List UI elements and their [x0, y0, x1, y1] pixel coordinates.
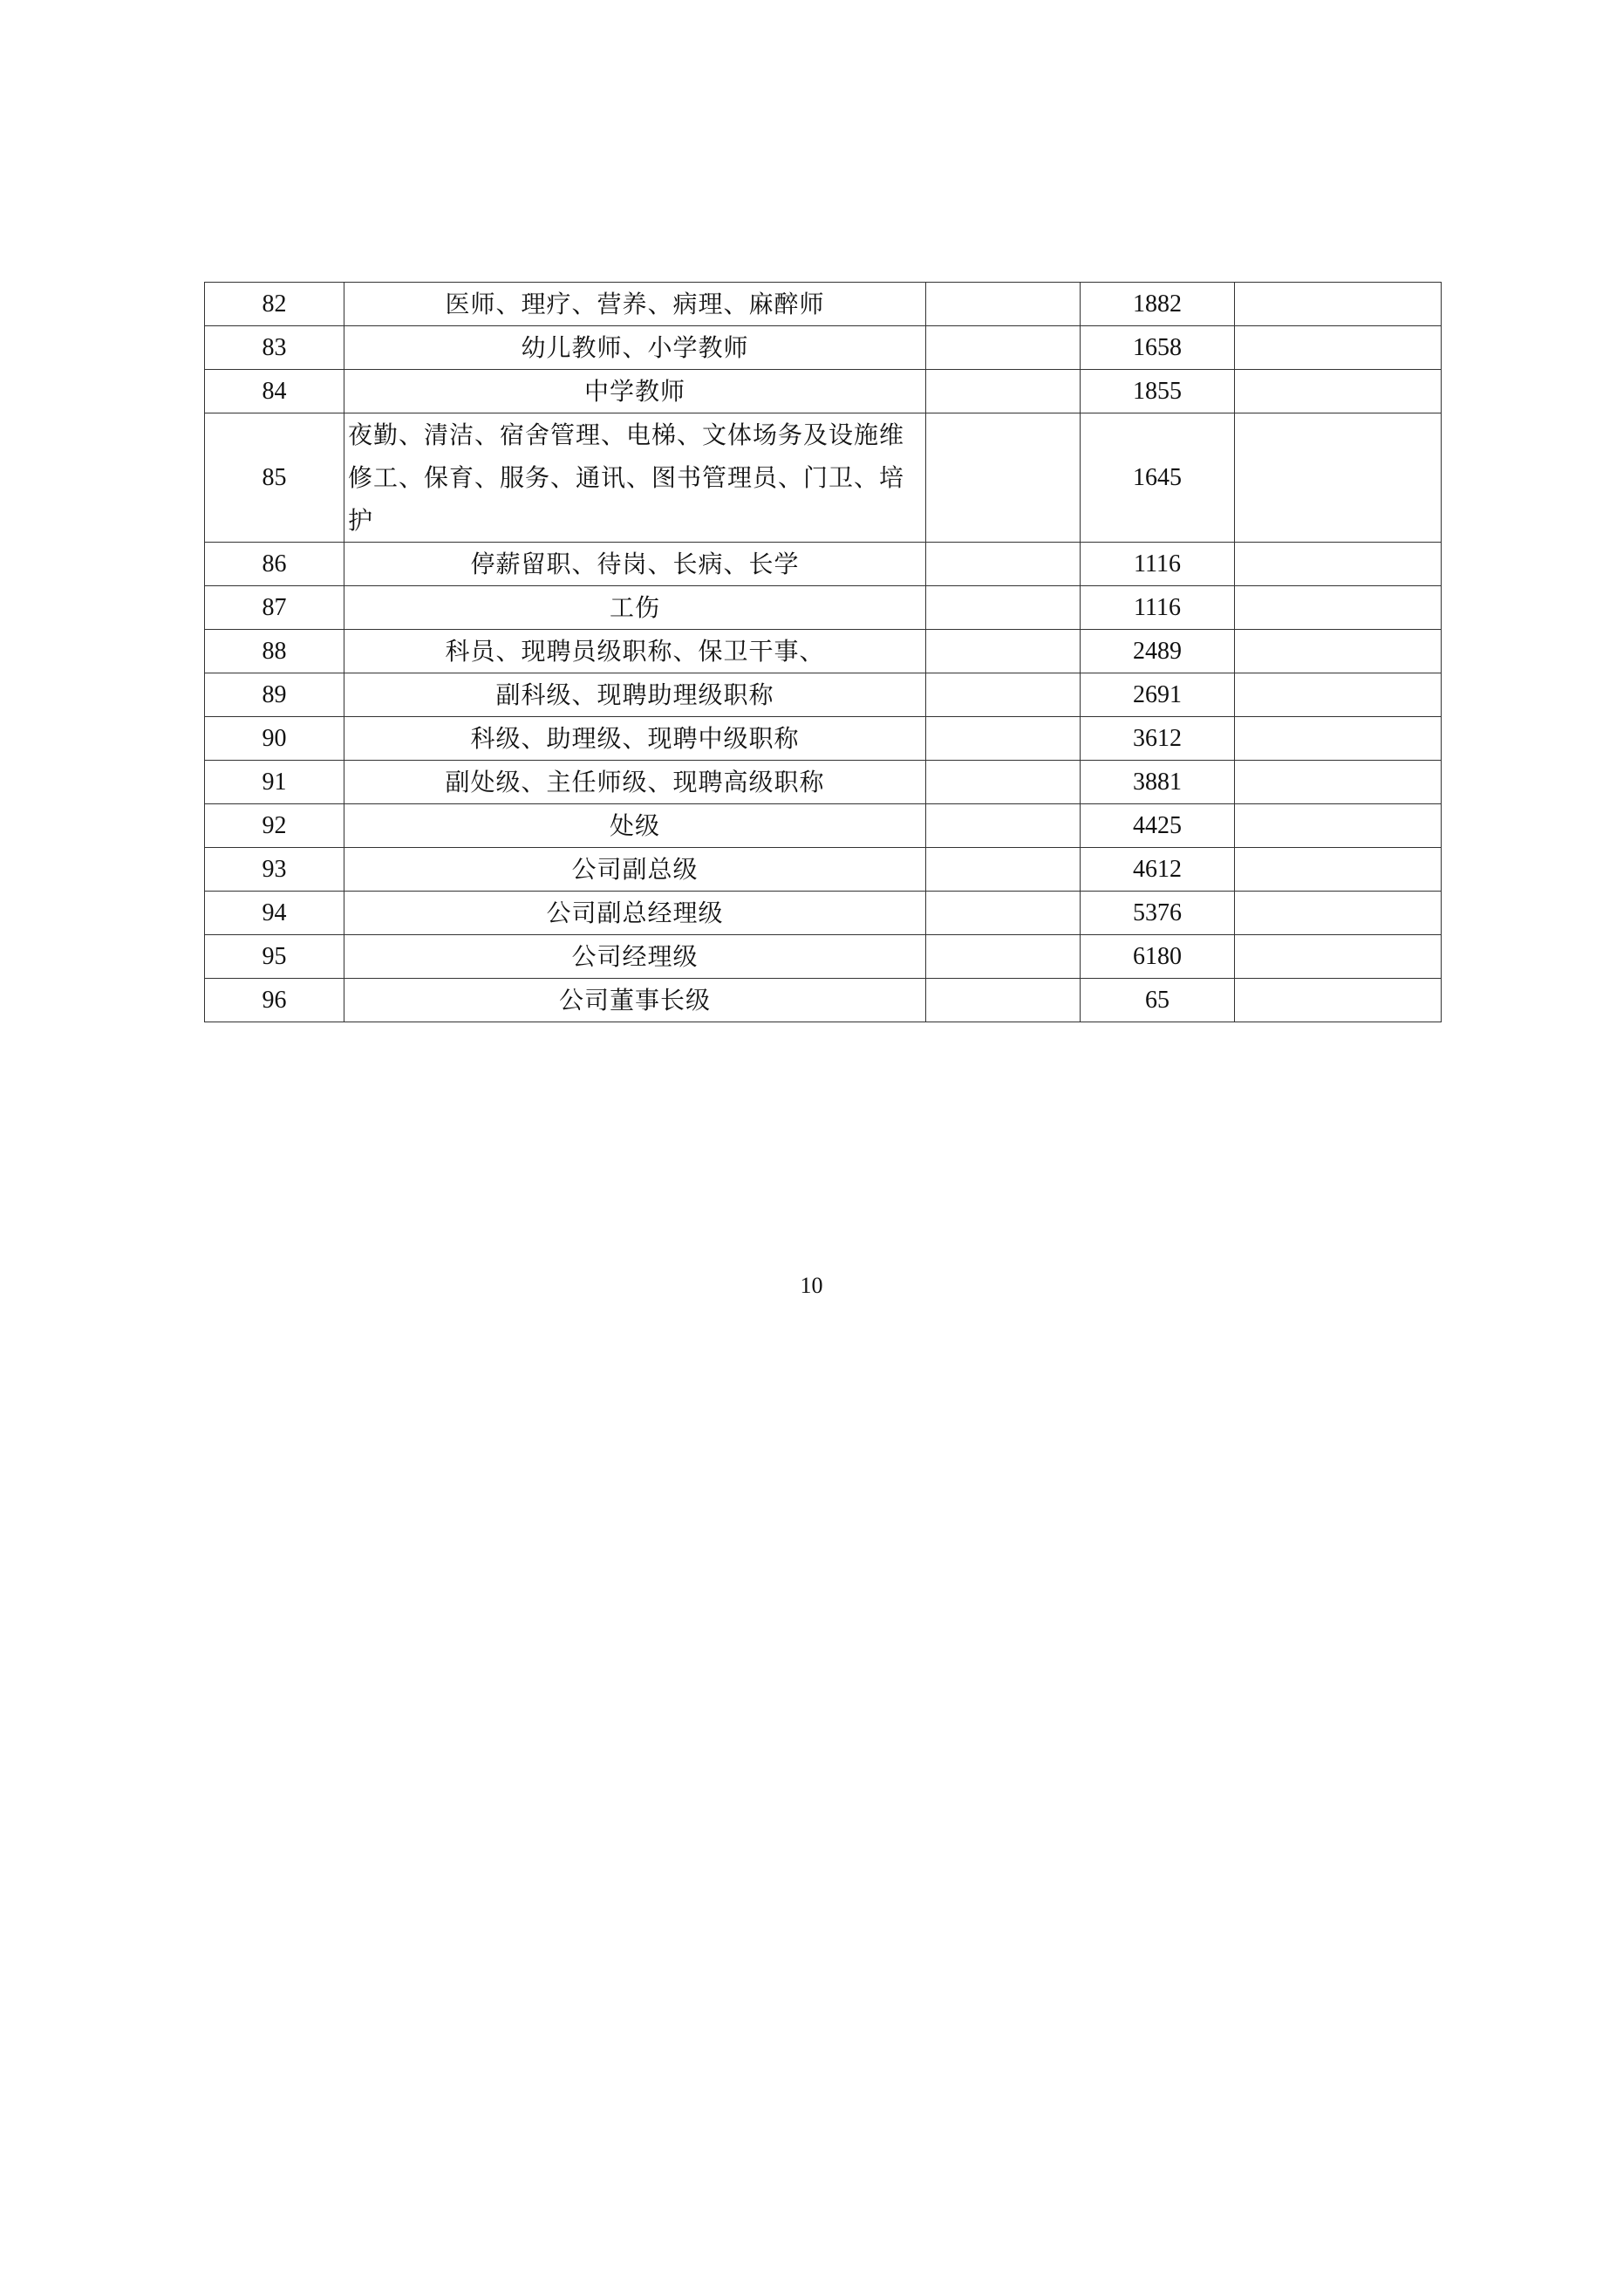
- amount-value: 6180: [1081, 935, 1235, 979]
- row-number: 88: [205, 630, 344, 673]
- empty-cell: [1235, 630, 1442, 673]
- position-name: 科级、助理级、现聘中级职称: [344, 717, 926, 761]
- empty-cell: [1235, 673, 1442, 717]
- position-name: 副处级、主任师级、现聘高级职称: [344, 761, 926, 804]
- table-row: [205, 761, 1442, 804]
- empty-cell: [1235, 848, 1442, 892]
- empty-cell: [1235, 543, 1442, 586]
- empty-cell: [1235, 979, 1442, 1022]
- table-row: [205, 370, 1442, 413]
- row-number: 94: [205, 892, 344, 935]
- amount-value: 1882: [1081, 283, 1235, 326]
- position-name: 科员、现聘员级职称、保卫干事、: [344, 630, 926, 673]
- empty-cell: [926, 543, 1081, 586]
- row-number: 93: [205, 848, 344, 892]
- empty-cell: [926, 804, 1081, 848]
- table-row: [205, 630, 1442, 673]
- row-number: 84: [205, 370, 344, 413]
- salary-table: [204, 282, 1442, 1022]
- row-number: 82: [205, 283, 344, 326]
- position-name: 幼儿教师、小学教师: [344, 326, 926, 370]
- position-name: 处级: [344, 804, 926, 848]
- empty-cell: [1235, 761, 1442, 804]
- salary-table-body: [205, 283, 1442, 1022]
- position-name: 副科级、现聘助理级职称: [344, 673, 926, 717]
- empty-cell: [926, 283, 1081, 326]
- row-number: 85: [205, 413, 344, 543]
- table-row: [205, 935, 1442, 979]
- row-number: 86: [205, 543, 344, 586]
- row-number: 96: [205, 979, 344, 1022]
- table-row: [205, 979, 1442, 1022]
- position-name: 医师、理疗、营养、病理、麻醉师: [344, 283, 926, 326]
- empty-cell: [1235, 283, 1442, 326]
- amount-value: 3881: [1081, 761, 1235, 804]
- empty-cell: [1235, 586, 1442, 630]
- empty-cell: [926, 673, 1081, 717]
- amount-value: 5376: [1081, 892, 1235, 935]
- position-name: 夜勤、清洁、宿舍管理、电梯、文体场务及设施维修工、保育、服务、通讯、图书管理员、门卫、培护: [344, 413, 926, 543]
- amount-value: 4612: [1081, 848, 1235, 892]
- position-name: 公司经理级: [344, 935, 926, 979]
- empty-cell: [926, 630, 1081, 673]
- empty-cell: [926, 979, 1081, 1022]
- table-row: [205, 848, 1442, 892]
- amount-value: 1116: [1081, 543, 1235, 586]
- position-name: 停薪留职、待岗、长病、长学: [344, 543, 926, 586]
- page-number: 10: [800, 1273, 823, 1298]
- position-name: 工伤: [344, 586, 926, 630]
- empty-cell: [1235, 326, 1442, 370]
- empty-cell: [926, 892, 1081, 935]
- empty-cell: [1235, 413, 1442, 543]
- amount-value: 3612: [1081, 717, 1235, 761]
- empty-cell: [1235, 370, 1442, 413]
- position-name: 公司副总级: [344, 848, 926, 892]
- empty-cell: [926, 717, 1081, 761]
- table-row: [205, 543, 1442, 586]
- table-row: [205, 413, 1442, 543]
- empty-cell: [1235, 935, 1442, 979]
- position-name: 公司董事长级: [344, 979, 926, 1022]
- row-number: 95: [205, 935, 344, 979]
- row-number: 91: [205, 761, 344, 804]
- amount-value: 1645: [1081, 413, 1235, 543]
- table-row: [205, 717, 1442, 761]
- empty-cell: [1235, 804, 1442, 848]
- table-row: [205, 673, 1442, 717]
- table-row: [205, 804, 1442, 848]
- row-number: 89: [205, 673, 344, 717]
- amount-value: 1658: [1081, 326, 1235, 370]
- empty-cell: [926, 586, 1081, 630]
- empty-cell: [926, 935, 1081, 979]
- amount-value: 1855: [1081, 370, 1235, 413]
- position-name: 中学教师: [344, 370, 926, 413]
- empty-cell: [926, 761, 1081, 804]
- amount-value: 2489: [1081, 630, 1235, 673]
- empty-cell: [1235, 717, 1442, 761]
- row-number: 87: [205, 586, 344, 630]
- amount-value: 1116: [1081, 586, 1235, 630]
- amount-value: 4425: [1081, 804, 1235, 848]
- table-row: [205, 326, 1442, 370]
- position-name: 公司副总经理级: [344, 892, 926, 935]
- empty-cell: [1235, 892, 1442, 935]
- empty-cell: [926, 848, 1081, 892]
- table-row: [205, 892, 1442, 935]
- row-number: 90: [205, 717, 344, 761]
- empty-cell: [926, 370, 1081, 413]
- amount-value: 2691: [1081, 673, 1235, 717]
- table-row: [205, 283, 1442, 326]
- empty-cell: [926, 413, 1081, 543]
- amount-value: 65: [1081, 979, 1235, 1022]
- row-number: 92: [205, 804, 344, 848]
- table-row: [205, 586, 1442, 630]
- empty-cell: [926, 326, 1081, 370]
- row-number: 83: [205, 326, 344, 370]
